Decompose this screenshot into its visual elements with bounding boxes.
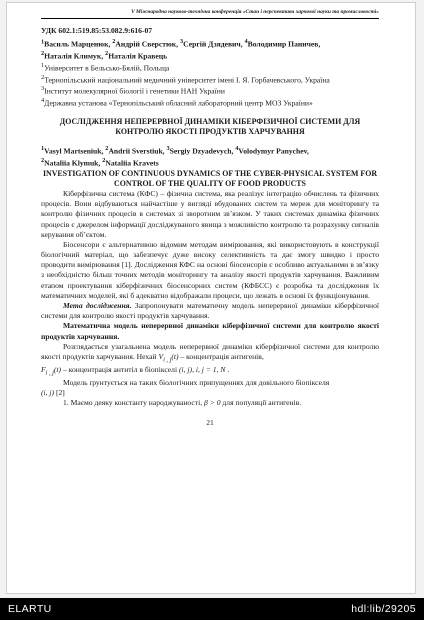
author-sup: 4 [244, 38, 248, 46]
page-content [41, 3, 379, 429]
aim-label: Мета дослідження. [63, 300, 132, 310]
affiliation: $^4$Державна установа «Тернопільський обласний лабораторний центр МОЗ України» [41, 96, 313, 108]
formula-range: i, j = 1, N [195, 364, 226, 374]
author-name: Володимир Паничев, [247, 39, 321, 49]
list-item-1: 1. Маємо деяку константу народжуваності, β > 0 для популяції антигенів. [63, 398, 302, 408]
author-name: Андрій Сверстюк, [115, 39, 180, 49]
affiliations [41, 62, 379, 109]
affiliation: $^1$Університет в Бельсько-Бялій, Польща [41, 61, 170, 73]
formula-f: $F_{i , j}(t)$ [41, 364, 62, 377]
paragraph-intro: Кіберфізична система (КФС) – фізична система, яка реалізує інтеграцію обчислень та фізичних процесів. Вони відбуваються найчастіше у вигляді вбудованих систем та мереж для моніторингу та контролю фізичних процесів в системах зі зворотним зв’язком. У таких системах динаміка фізичних процесів є джерелом інформації досліджуваного явища з можливістю контролю та розрахунку сигналів керування об’єктом. [41, 189, 379, 239]
authors-ua [41, 38, 379, 61]
author-sup: 2 [112, 38, 116, 46]
paragraph-aim [41, 301, 379, 321]
paragraph-assumptions: Модель ґрунтується на таких біологічних припущеннях для довільного біопікселя (i, j) [2] [41, 377, 330, 397]
page-number: 21 [206, 418, 214, 428]
affiliation: $^2$Тернопільський національний медичний університет імені І. Я. Горбачевського, Україна [41, 73, 330, 85]
running-header: V Міжнародна науково-технічна конференція «Стан і перспективи харчової науки та промисловості» [41, 9, 379, 19]
formula-beta: β > 0 [204, 398, 221, 408]
author-sup: 2 [41, 50, 45, 58]
title-ua: ДОСЛІДЖЕННЯ НЕПЕРЕРВНОЇ ДИНАМІКИ КІБЕРФІЗИЧНОЇ СИСТЕМИ ДЛЯ КОНТРОЛЮ ЯКОСТІ ПРОДУКТІВ ХАРЧУВАННЯ [59, 116, 361, 136]
paragraph-biosensors: Біосенсори є альтернативою відомим методам вимірювання, які використовують в конструкції біологічний матеріал, що забезпечує дуже високу селективність та дає змогу швидко і просто проводити вимірювання [1]. Дослідження КФС на основі біосенсорів є особливо актуальними в зв’язку з необхідністю більш точних методів моніторингу та аналізу якості продуктів харчування. Важливим етапом проектування кіберфізичних біосенсорних систем (КФБСС) є розробка та дослідження їх математичних моделей, які б адекватно відображали процеси, що лежать в основі їх функціонування. [41, 239, 379, 300]
author-sup: 1 [41, 38, 45, 46]
title-en: INVESTIGATION OF CONTINUOUS DYNAMICS OF THE CYBER-PHYSICAL SYSTEM FOR CONTROL OF THE QUALITY OF FOOD PRODUCTS [42, 168, 378, 188]
udk-code: УДК 602.1:519.85:53.082.9:616-07 [41, 26, 153, 36]
affiliation: $^3$Інститут молекулярної біології і генетики НАН України [41, 85, 225, 96]
paragraph-model: Розглядається узагальнена модель неперервної динаміки кіберфізичної системи для контролю якості продуктів харчування. Нехай $V_{i , j}(t)$ – концентрація антигенів, $F_{i , j}(t)$ – концентрація антитіл в біопікселі (i, j), i, j = 1, N . [41, 341, 379, 377]
handle-id: hdl:lib/29205 [351, 603, 416, 615]
author-name: Наталія Климук, [44, 51, 106, 61]
aim-text: Запропонувати математичну модель неперервної динаміки кіберфізичної системи для контролю якості продуктів харчування. [41, 300, 380, 321]
author-name: Наталія Кравець [108, 51, 168, 61]
repository-name: ELARTU [8, 603, 52, 615]
document-page [6, 2, 416, 594]
author-name: Василь Марценюк, [44, 39, 113, 49]
section-heading: Математична модель неперервної динаміки кіберфізичної системи для контролю якості продуктів харчування. [41, 321, 379, 341]
formula-v: $V_{i , j}(t)$ [158, 351, 179, 364]
authors-en: $^1$Vasyl Martseniuk, $^2$Andrii Sverstiuk, $^3$Sergiy Dzyadevych, $^4$Volodymyr Panychev, $^2$Nataliia Klymuk, $^2$Nataliia Kravets [41, 145, 309, 168]
footer-bar [0, 598, 424, 620]
author-name: Сергій Дзядевич, [183, 39, 245, 49]
author-sup: 2 [105, 50, 109, 58]
author-sup: 3 [179, 38, 184, 46]
